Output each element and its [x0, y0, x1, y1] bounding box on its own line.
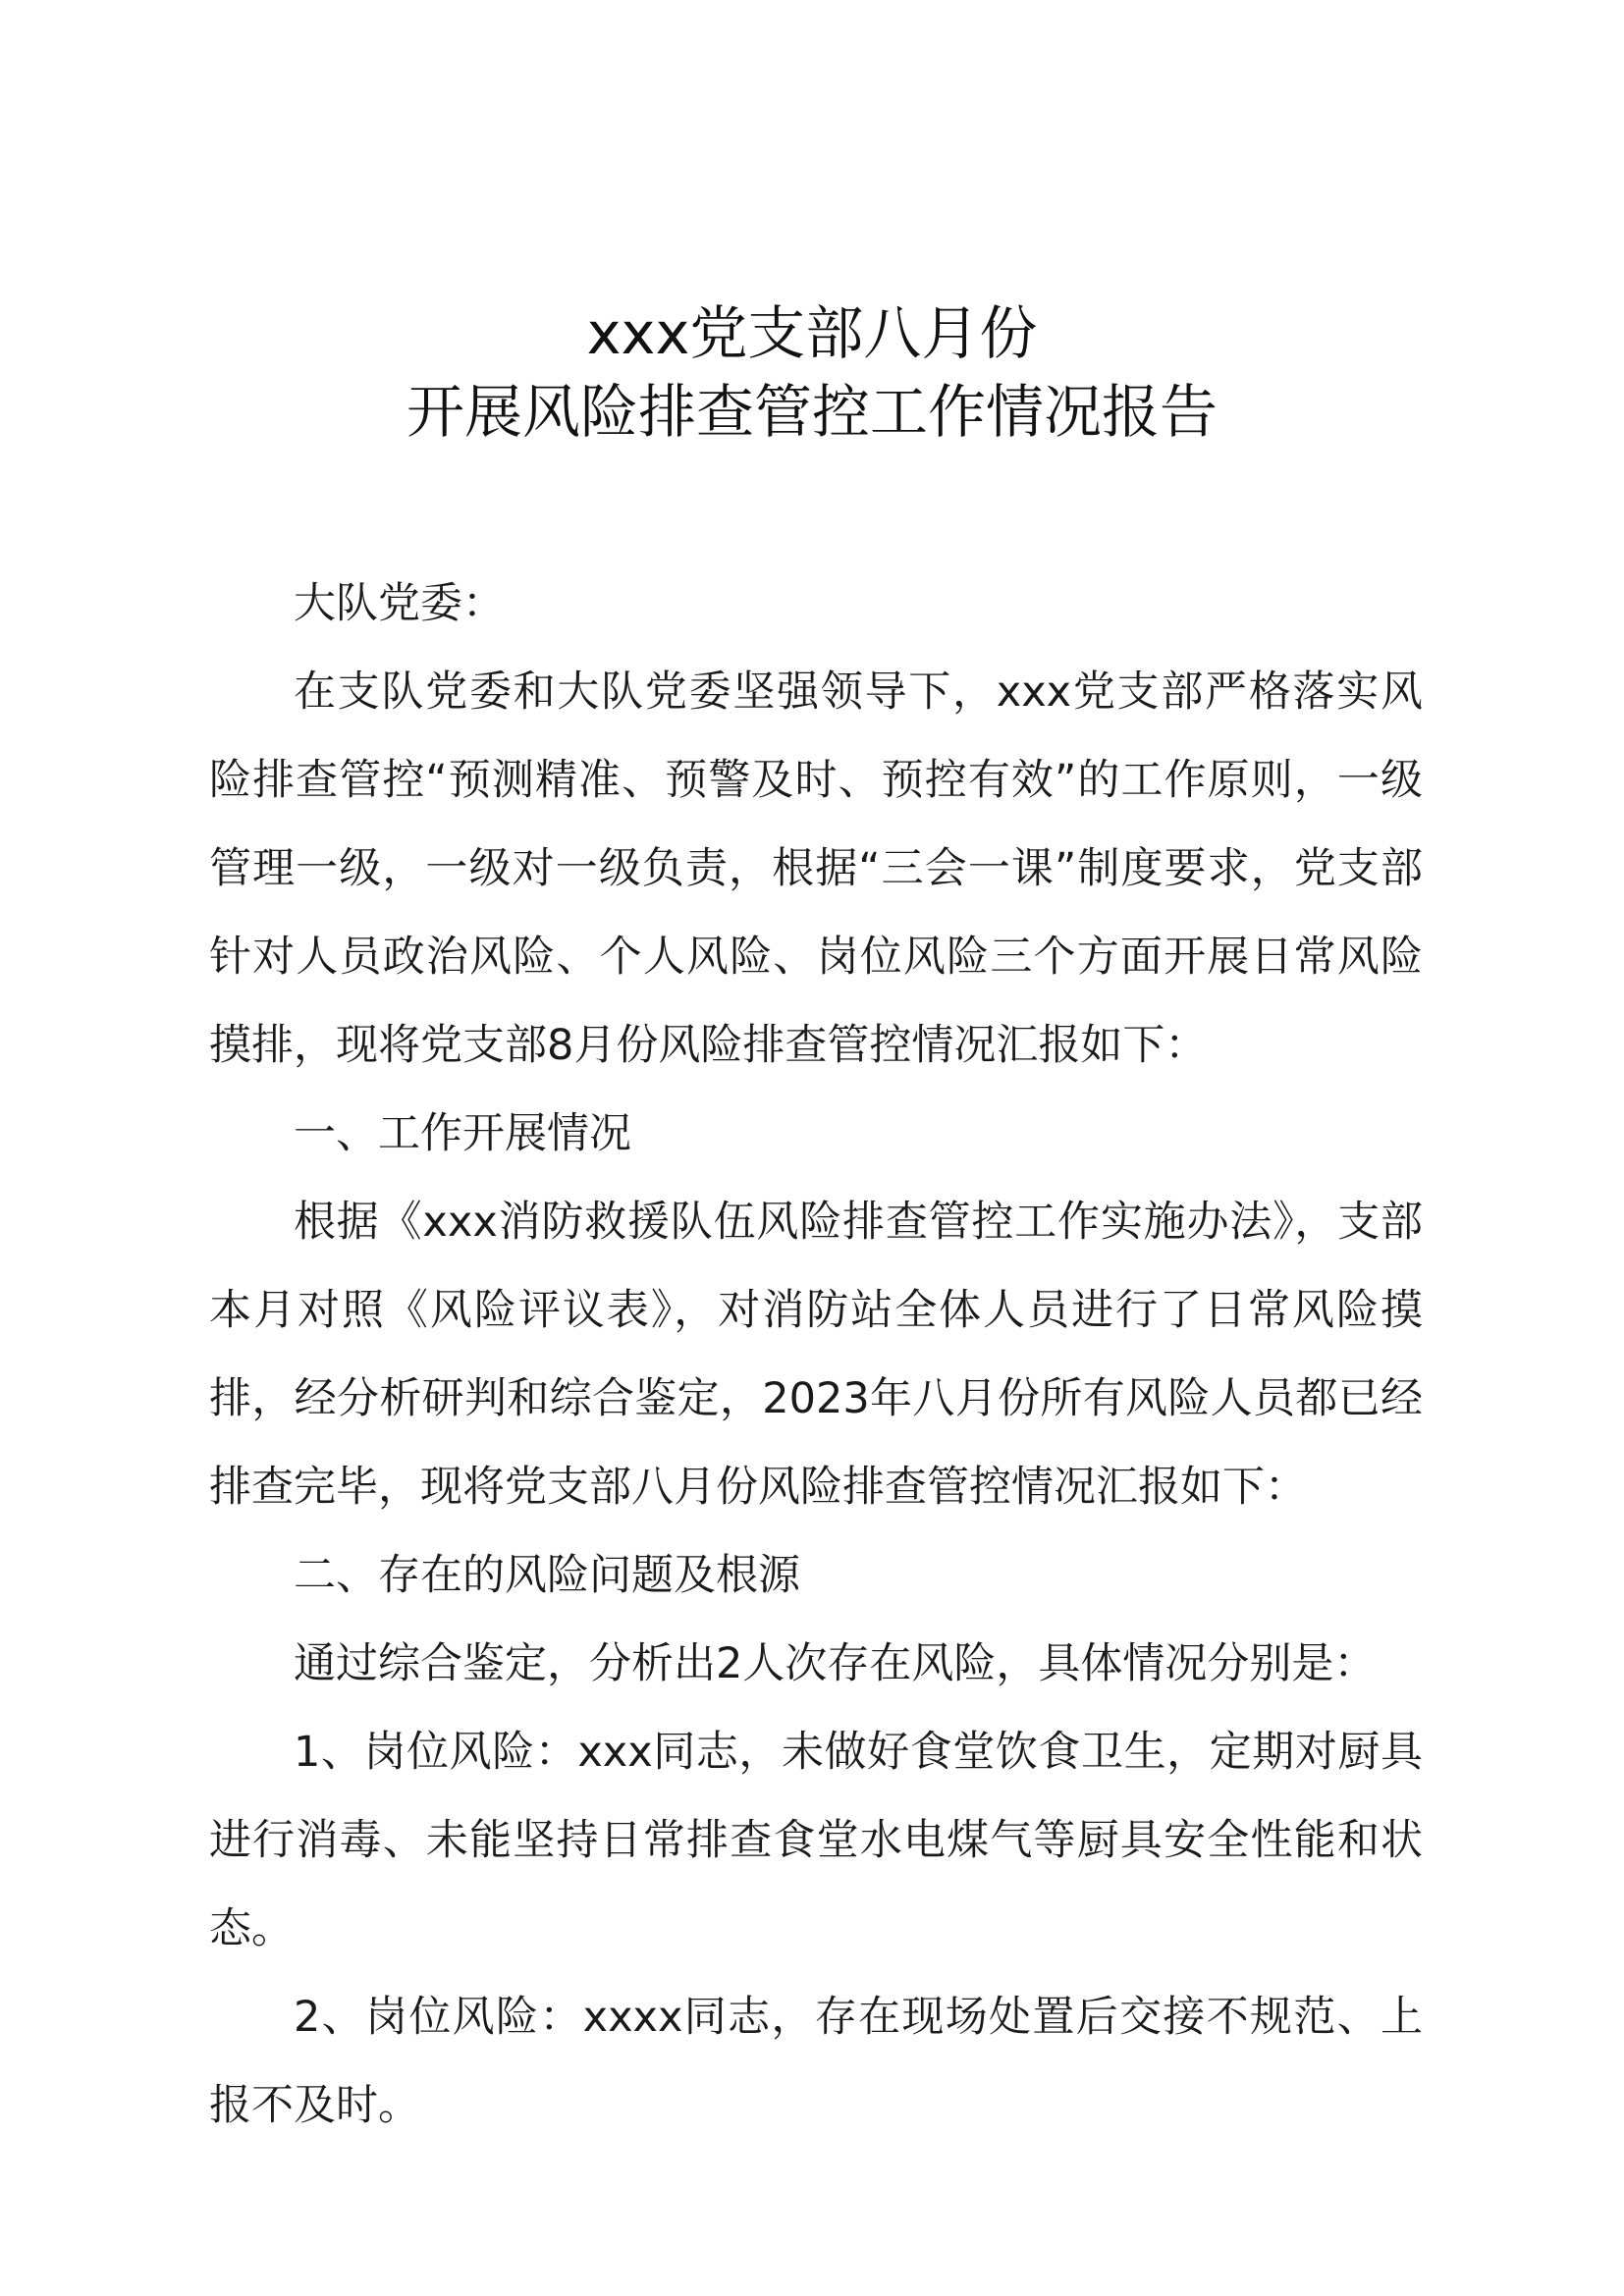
- section-1-paragraph: 根据《xxx消防救援队伍风险排查管控工作实施办法》，支部本月对照《风险评议表》，对消防站全体人员进行了日常风险摸排，经分析研判和综合鉴定，2023年八月份所有风险人员都已经排查完毕，现将党支部八月份风险排查管控情况汇报如下：: [209, 1198, 1423, 1512]
- title-line-2: 开展风险排查管控工作情况报告: [406, 378, 1218, 446]
- salutation: 大队党委：: [294, 579, 505, 628]
- document-title: [0, 294, 1624, 452]
- intro-paragraph: 在支队党委和大队党委坚强领导下，xxx党支部严格落实风险排查管控“预测精准、预警及时、预控有效”的工作原则，一级管理一级，一级对一级负责，根据“三会一课”制度要求，党支部针对人员政治风险、个人风险、岗位风险三个方面开展日常风险摸排，现将党支部8月份风险排查管控情况汇报如下：: [209, 667, 1423, 1070]
- section-2-intro-paragraph: 通过综合鉴定，分析出2人次存在风险，具体情况分别是：: [294, 1639, 1377, 1688]
- risk-item-1: 1、岗位风险：xxx同志，未做好食堂饮食卫生，定期对厨具进行消毒、未能坚持日常排查食堂水电煤气等厨具安全性能和状态。: [209, 1728, 1423, 1953]
- title-line-1: xxx党支部八月份: [586, 299, 1038, 367]
- risk-item-2: 2、岗位风险：xxxx同志，存在现场处置后交接不规范、上报不及时。: [209, 1993, 1423, 2130]
- document-body: [209, 560, 1423, 2150]
- section-1-heading: 一、工作开展情况: [294, 1109, 631, 1158]
- section-2-heading: 二、存在的风险问题及根源: [294, 1551, 800, 1600]
